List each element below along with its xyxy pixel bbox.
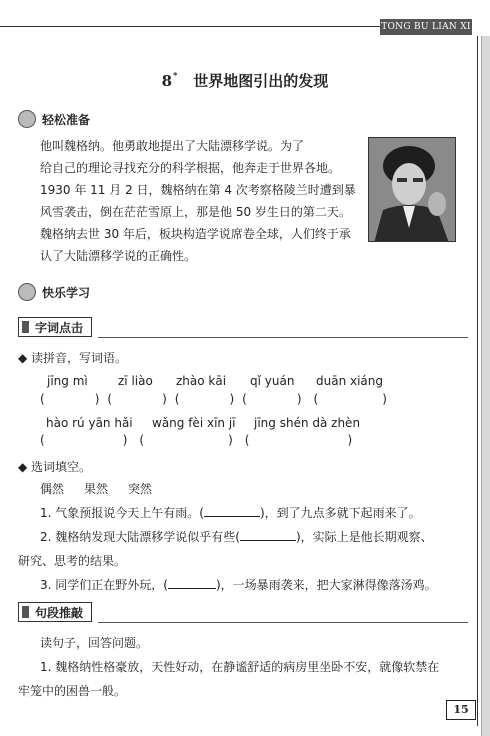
pinyin: jīng shén dà zhèn [254, 416, 361, 430]
fill-text: 2. 魏格纳发现大陆漂移学说似乎有些( [40, 530, 240, 544]
task-pinyin-text: 读拼音，写词语。 [31, 351, 128, 365]
pinyin: zhào kāi [176, 374, 227, 388]
reading-question-1: 1. 魏格纳性格豪放，天性好动，在静谧舒适的病房里坐卧不安，就像软禁在 [40, 660, 440, 674]
page-edge-rule [477, 36, 478, 726]
badge-vocab [18, 317, 92, 337]
fill-item-3 [40, 574, 437, 596]
word-choices [40, 478, 152, 500]
fill-text: 3. 同学们正在野外玩，( [40, 578, 168, 592]
paren-close: ) [162, 392, 167, 406]
task-pinyin-prompt: ◆ 读拼音，写词语。 [18, 351, 128, 365]
task-fill-text: 选词填空。 [31, 460, 92, 474]
paren-open: ( [313, 392, 319, 406]
paren-open: ( [107, 392, 113, 406]
lesson-title-text: 世界地图引出的发现 [193, 72, 329, 90]
pinyin: hào rú yān hǎi [46, 416, 133, 430]
intro-line: 给自己的理论寻找充分的科学根据，他奔走于世界各地。 [40, 161, 341, 175]
fill-text: )，实际上是他长期观察、 [295, 530, 433, 544]
reading-question-1-cont: 牢笼中的困兽一般。 [18, 684, 127, 698]
task-fill-prompt: ◆ 选词填空。 [18, 460, 92, 474]
fill-text: )，一场暴雨袭来，把大家淋得像落汤鸡。 [215, 578, 437, 592]
section-prep-label: 轻松准备 [42, 113, 91, 127]
paren-open: ( [40, 433, 45, 447]
badge-vocab-label: 字词点击 [35, 321, 84, 335]
fill-blank[interactable] [204, 516, 260, 517]
paren-close: ) [296, 392, 302, 406]
intro-line: 他叫魏格纳。他勇敢地提出了大陆漂移学说。为了 [40, 139, 305, 153]
intro-line: 1930 年 11 月 2 日，魏格纳在第 4 次考察格陵兰时遭到暴 [40, 183, 356, 197]
intro-line: 魏格纳去世 30 年后，板块构造学说席卷全球，人们终于承 [40, 227, 351, 241]
pinyin: jīng mì [47, 374, 88, 388]
smiley-icon [18, 110, 36, 128]
badge-vocab-rule [98, 337, 468, 338]
task-reading-prompt: 读句子，回答问题。 [40, 636, 149, 650]
pinyin: zī liào [118, 374, 153, 388]
portrait-photo [368, 137, 456, 242]
badge-reading [18, 602, 92, 622]
pinyin: wǎng fèi xīn jī [152, 416, 236, 430]
lesson-number: 8 [161, 72, 173, 90]
pinyin: duān xiáng [316, 374, 384, 388]
fill-text: 1. 气象预报说今天上午有雨。( [40, 506, 204, 520]
answer-paren-row2 [40, 433, 352, 447]
answer-paren-row1 [40, 392, 387, 406]
badge-reading-label: 句段推敲 [35, 606, 84, 620]
page-number: 15 [446, 700, 476, 720]
paren-close: ) [94, 392, 100, 406]
choice-word: 果然 [84, 482, 109, 496]
fill-item-2 [40, 526, 433, 548]
fill-item-1 [40, 502, 421, 524]
lesson-title [0, 70, 490, 91]
paren-close: ) [228, 433, 233, 447]
header-tab: TONG BU LIAN XI [380, 19, 472, 35]
smiley-icon [18, 283, 36, 301]
badge-reading-rule [98, 622, 468, 623]
paren-open: ( [174, 392, 180, 406]
choice-word: 偶然 [40, 482, 65, 496]
fill-item-2-cont: 研究、思考的结果。 [18, 554, 127, 568]
paren-close: ) [122, 433, 128, 447]
intro-line: 认了大陆漂移学说的正确性。 [40, 249, 197, 263]
lesson-mark: * [173, 70, 178, 80]
paren-close: ) [229, 392, 235, 406]
pinyin: qǐ yuán [250, 374, 295, 388]
paren-open: ( [242, 392, 247, 406]
intro-line: 风雪袭击，倒在茫茫雪原上，那是他 50 岁生日的第二天。 [40, 205, 351, 219]
paren-open: ( [40, 392, 45, 406]
fill-text: )，到了九点多就下起雨来了。 [259, 506, 421, 520]
fill-blank[interactable] [240, 540, 296, 541]
section-learn-label: 快乐学习 [42, 286, 91, 300]
intro-text [40, 135, 360, 267]
paren-close: ) [382, 392, 387, 406]
paren-open: ( [139, 433, 145, 447]
fill-blank[interactable] [168, 588, 216, 589]
choice-word: 突然 [128, 482, 153, 496]
paren-close: ) [347, 433, 353, 447]
page-edge [481, 36, 490, 736]
paren-open: ( [244, 433, 250, 447]
